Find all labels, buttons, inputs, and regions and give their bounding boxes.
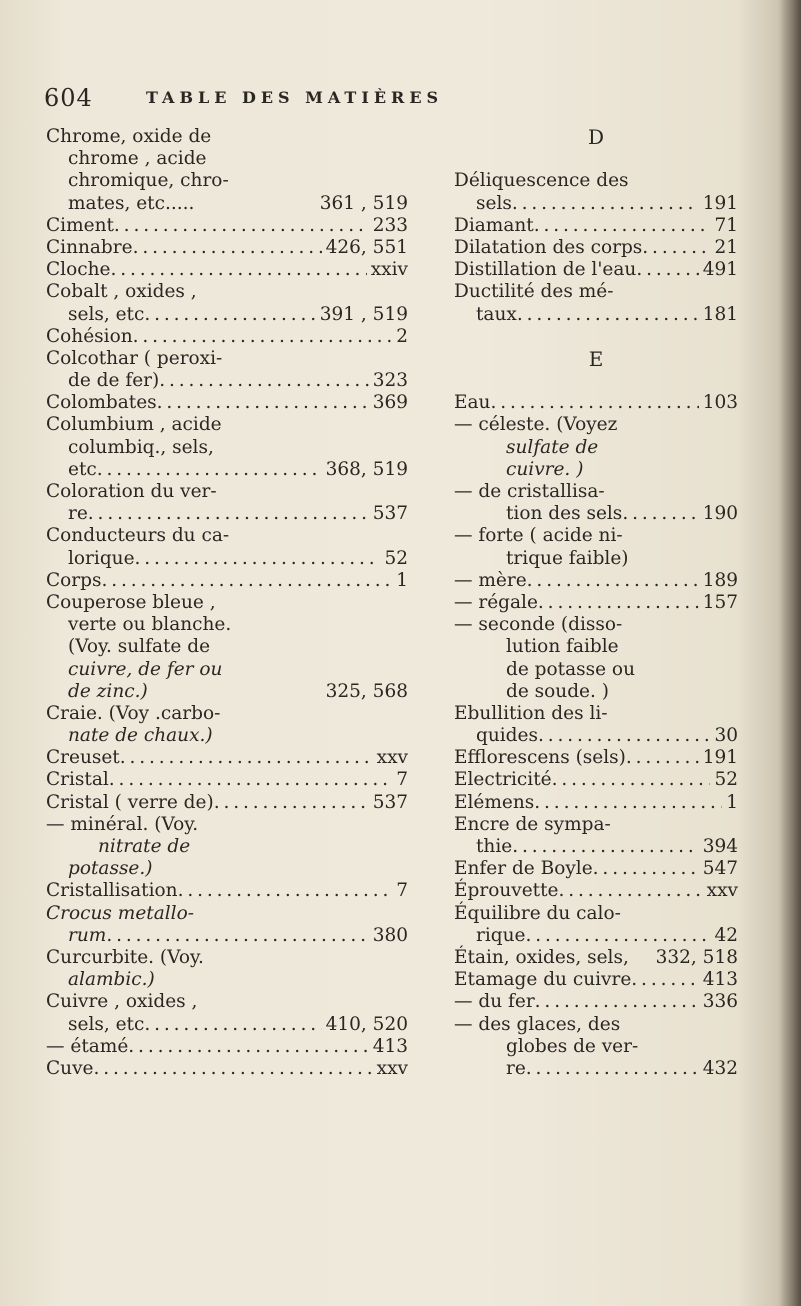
entry-text: lorique <box>68 547 135 569</box>
entry-text: globes de ver- <box>506 1035 639 1057</box>
entry-page: 547 <box>702 858 738 880</box>
entry-text: — mère <box>454 569 527 591</box>
entry-page: 2 <box>396 325 408 347</box>
entry-text: etc <box>68 458 97 480</box>
entry-page: 332, 518 <box>655 946 738 968</box>
index-entry <box>46 947 408 969</box>
index-entry <box>46 1036 408 1058</box>
entry-page: 361 , 519 <box>319 192 408 214</box>
index-entry <box>454 659 738 681</box>
index-entry <box>454 481 738 503</box>
entry-page: 30 <box>714 725 738 747</box>
index-entry <box>454 1058 738 1080</box>
index-entry <box>46 592 408 614</box>
entry-text: — des glaces, des <box>454 1013 621 1035</box>
entry-text: Corps <box>46 569 102 591</box>
entry-text: Cobalt , oxides , <box>46 281 197 303</box>
entry-text: Colombates <box>46 392 157 414</box>
dot-leader <box>558 880 702 902</box>
index-entry <box>454 503 738 525</box>
entry-text: quides <box>476 725 538 747</box>
entry-text: de potasse ou <box>506 658 635 680</box>
entry-text: de zinc.) <box>68 680 148 702</box>
dot-leader <box>214 792 369 814</box>
dot-leader <box>642 237 710 259</box>
dot-leader <box>517 304 699 326</box>
entry-text: — de cristallisa- <box>454 481 605 502</box>
index-entry <box>454 814 738 836</box>
entry-page: 369 <box>372 392 408 414</box>
entry-text: Electricité <box>454 769 552 791</box>
index-entry <box>454 903 738 925</box>
entry-page: 52 <box>384 547 408 569</box>
entry-page: 325, 568 <box>325 680 408 702</box>
index-entry <box>454 947 738 969</box>
running-header <box>44 84 644 124</box>
entry-page: 368, 519 <box>325 458 408 480</box>
index-entry <box>46 237 408 259</box>
entry-text: Encre de sympa- <box>454 813 611 835</box>
index-entry <box>46 126 408 148</box>
dot-leader <box>157 392 369 414</box>
entry-text: Cinnabre <box>46 236 133 258</box>
index-entry <box>46 170 408 192</box>
section-letter: D <box>587 125 605 149</box>
entry-text: Enfer de Boyle <box>454 858 593 880</box>
dot-leader <box>135 548 381 570</box>
spacer <box>454 370 738 392</box>
entry-page: 7 <box>396 880 408 902</box>
entry-text: Diamant <box>454 214 534 236</box>
dot-leader <box>593 858 699 880</box>
index-entry <box>454 548 738 570</box>
index-column-left <box>46 126 408 1080</box>
dot-leader <box>512 836 698 858</box>
index-entry <box>46 259 408 281</box>
index-entry <box>46 769 408 791</box>
entry-text: Curcurbite. (Voy. <box>46 946 204 968</box>
dot-leader <box>133 326 393 348</box>
index-entry <box>454 437 738 459</box>
entry-text: tion des sels <box>506 503 623 525</box>
entry-text: — étamé <box>46 1035 129 1057</box>
entry-text: Déliquescence des <box>454 170 629 192</box>
entry-text: Cristallisation <box>46 880 178 902</box>
index-entry <box>46 370 408 392</box>
index-entry <box>454 703 738 725</box>
dot-leader <box>631 969 698 991</box>
entry-page: 157 <box>702 591 738 613</box>
entry-page: 1 <box>396 569 408 591</box>
entry-text: Cohésion <box>46 325 133 347</box>
dot-leader <box>552 769 711 791</box>
dot-leader <box>490 392 698 414</box>
entry-text: — minéral. (Voy. <box>46 813 199 835</box>
entry-text: columbiq., sels, <box>68 436 214 458</box>
index-entry <box>46 1014 408 1036</box>
entry-text: thie <box>476 836 513 857</box>
entry-text: Chrome, oxide de <box>46 126 212 147</box>
entry-page: 426, 551 <box>325 236 408 258</box>
entry-text: Équilibre du calo- <box>454 902 621 924</box>
dot-leader <box>526 1058 699 1080</box>
dot-leader <box>97 459 322 481</box>
page-edge-shadow <box>779 0 801 1306</box>
index-entry <box>454 304 738 326</box>
index-entry <box>454 570 738 592</box>
entry-text: sels <box>476 192 512 214</box>
entry-text: Eau <box>454 392 491 414</box>
entry-page: 537 <box>372 503 408 525</box>
dot-leader <box>101 570 392 592</box>
entry-text: verte ou blanche. <box>68 614 232 636</box>
dot-leader <box>114 215 369 237</box>
entry-page: 391 , 519 <box>319 303 408 325</box>
dot-leader <box>144 304 315 326</box>
index-column-right <box>454 126 738 1080</box>
entry-text: — forte ( acide ni- <box>454 525 623 547</box>
entry-text: alambic.) <box>68 969 155 991</box>
index-entry <box>46 991 408 1013</box>
dot-leader <box>622 503 698 525</box>
entry-text: Colcothar ( peroxi- <box>46 347 223 369</box>
dot-leader <box>534 215 711 237</box>
entry-page: 21 <box>714 236 738 258</box>
entry-page: 336 <box>702 991 738 1013</box>
index-entry <box>454 215 738 237</box>
entry-text: — régale <box>454 591 538 613</box>
index-entry <box>46 969 408 991</box>
entry-page: 432 <box>702 1057 738 1079</box>
entry-page: 413 <box>702 969 738 991</box>
index-entry <box>46 703 408 725</box>
index-entry <box>454 592 738 614</box>
index-entry <box>46 614 408 636</box>
dot-leader <box>120 747 373 769</box>
entry-text: Creuset <box>46 747 120 769</box>
index-entry <box>454 193 738 215</box>
index-entry <box>46 570 408 592</box>
index-entry <box>46 148 408 170</box>
index-entry <box>454 969 738 991</box>
dot-leader <box>144 1014 321 1036</box>
index-entry <box>46 414 408 436</box>
entry-text: (Voy. sulfate de <box>68 636 211 658</box>
index-entry <box>46 858 408 880</box>
index-entry <box>454 1036 738 1058</box>
entry-page: 323 <box>372 370 408 392</box>
entry-page: 52 <box>714 769 738 791</box>
index-entry <box>46 747 408 769</box>
dot-leader <box>525 925 710 947</box>
index-entry <box>454 1014 738 1036</box>
index-entry <box>454 725 738 747</box>
spacer <box>454 148 738 170</box>
dot-leader <box>88 503 369 525</box>
dot-leader <box>535 991 699 1013</box>
entry-text: cuivre. ) <box>506 458 584 480</box>
entry-text: — céleste. (Voyez <box>454 414 618 436</box>
dot-leader <box>93 1058 372 1080</box>
index-entry <box>46 459 408 481</box>
entry-page: 394 <box>702 836 738 857</box>
index-entry <box>46 304 408 326</box>
entry-text: nitrate de <box>98 836 191 857</box>
index-entry <box>46 925 408 947</box>
dot-leader <box>109 769 392 791</box>
entry-text: Cristal ( verre de) <box>46 791 214 813</box>
entry-text: chrome , acide <box>68 148 207 170</box>
index-entry <box>46 636 408 658</box>
entry-text: rique <box>476 924 526 946</box>
entry-text: cuivre, de fer ou <box>68 658 223 680</box>
entry-text: Cuve <box>46 1057 94 1079</box>
entry-text: re <box>506 1057 526 1079</box>
section-letter: E <box>588 346 604 371</box>
entry-text: chromique, chro- <box>68 170 229 192</box>
index-entry <box>46 681 408 703</box>
entry-page: xxv <box>706 880 738 902</box>
index-entry <box>454 858 738 880</box>
entry-text: Cloche <box>46 259 111 281</box>
entry-text: Étain, oxides, sels, <box>454 946 629 968</box>
index-entry <box>46 659 408 681</box>
entry-page: xxv <box>376 747 408 769</box>
index-entry <box>46 836 408 858</box>
index-entry <box>454 459 738 481</box>
index-entry <box>454 925 738 947</box>
entry-page: 103 <box>702 392 738 414</box>
entry-page: 1 <box>726 791 738 813</box>
index-entry <box>454 880 738 902</box>
entry-page: 233 <box>372 214 408 236</box>
dot-leader <box>106 925 368 947</box>
entry-text: Distillation de l'eau <box>454 259 637 281</box>
index-entry <box>46 725 408 747</box>
entry-text: Ciment <box>46 214 114 236</box>
entry-text: Conducteurs du ca- <box>46 525 230 547</box>
entry-page: 191 <box>702 192 738 214</box>
entry-text: sels, etc <box>68 303 145 325</box>
dot-leader <box>128 1036 368 1058</box>
entry-page: 491 <box>702 259 738 281</box>
index-entry <box>46 1058 408 1080</box>
index-entry <box>454 991 738 1013</box>
entry-page: 181 <box>702 303 738 325</box>
entry-text: Craie. (Voy .carbo- <box>46 702 221 724</box>
page-number: 604 <box>44 84 93 112</box>
entry-text: de soude. ) <box>506 680 609 702</box>
index-entry <box>46 503 408 525</box>
dot-leader <box>527 570 699 592</box>
dot-leader <box>110 259 366 281</box>
index-entry <box>46 814 408 836</box>
entry-text: Ebullition des li- <box>454 702 608 724</box>
entry-text: trique faible) <box>506 547 629 569</box>
index-entry <box>46 525 408 547</box>
entry-page: 380 <box>372 924 408 946</box>
entry-text: — seconde (disso- <box>454 614 623 636</box>
entry-text: Efflorescens (sels) <box>454 747 626 769</box>
entry-page: 42 <box>714 924 738 946</box>
index-entry <box>454 392 738 414</box>
entry-text: sulfate de <box>506 436 599 458</box>
index-entry <box>454 636 738 658</box>
index-entry <box>46 193 408 215</box>
entry-page: 413 <box>372 1035 408 1057</box>
spacer <box>454 326 738 348</box>
entry-page: 189 <box>702 569 738 591</box>
entry-text: — du fer <box>454 991 535 1013</box>
entry-page: xxv <box>376 1057 408 1079</box>
entry-text: sels, etc <box>68 1013 145 1035</box>
entry-text: potasse.) <box>68 858 153 880</box>
entry-text: re <box>68 503 88 525</box>
dot-leader <box>534 792 722 814</box>
running-title: TABLE DES MATIÈRES <box>146 88 444 107</box>
dot-leader <box>626 747 699 769</box>
entry-text: Crocus metallo- <box>46 902 194 924</box>
index-entry <box>454 170 738 192</box>
entry-text: Etamage du cuivre <box>454 969 632 991</box>
index-entry <box>454 792 738 814</box>
entry-text: Cristal <box>46 769 109 791</box>
entry-text: de de fer) <box>68 370 160 392</box>
index-entry <box>454 281 738 303</box>
index-entry <box>454 237 738 259</box>
entry-text: Cuivre , oxides , <box>46 991 198 1013</box>
entry-text: taux <box>476 303 517 325</box>
entry-text: Ductilité des mé- <box>454 281 614 303</box>
index-entry <box>46 481 408 503</box>
index-entry <box>454 414 738 436</box>
entry-text: Coloration du ver- <box>46 481 217 502</box>
index-entry <box>46 392 408 414</box>
entry-text: rum <box>68 924 107 946</box>
index-entry <box>46 903 408 925</box>
entry-page: 191 <box>702 747 738 769</box>
entry-page: 71 <box>714 214 738 236</box>
entry-page: xxiv <box>370 259 408 281</box>
entry-text: Éprouvette <box>454 880 559 902</box>
dot-leader <box>512 193 699 215</box>
entry-page: 537 <box>372 791 408 813</box>
index-entry <box>46 348 408 370</box>
index-entry <box>46 326 408 348</box>
dot-leader <box>636 259 698 281</box>
entry-text: lution faible <box>506 636 619 658</box>
index-entry <box>454 681 738 703</box>
entry-text: Columbium , acide <box>46 414 222 436</box>
index-entry <box>454 836 738 858</box>
index-entry <box>46 437 408 459</box>
index-entry <box>46 548 408 570</box>
entry-text: Elémens <box>454 791 535 813</box>
index-entry <box>454 525 738 547</box>
dot-leader <box>159 370 368 392</box>
entry-page: 190 <box>702 503 738 525</box>
dot-leader <box>178 880 393 902</box>
dot-leader <box>538 592 699 614</box>
entry-text: Dilatation des corps <box>454 236 643 258</box>
index-entry <box>46 792 408 814</box>
index-entry <box>454 747 738 769</box>
index-entry <box>454 769 738 791</box>
entry-page: 7 <box>396 769 408 791</box>
entry-text: mates, etc..... <box>68 192 195 214</box>
entry-page: 410, 520 <box>325 1013 408 1035</box>
entry-text: nate de chaux.) <box>68 725 213 747</box>
entry-text: Couperose bleue , <box>46 591 216 613</box>
dot-leader <box>538 725 710 747</box>
dot-leader <box>133 237 322 259</box>
index-entry <box>46 281 408 303</box>
index-entry <box>454 259 738 281</box>
index-entry <box>454 614 738 636</box>
index-entry <box>46 880 408 902</box>
index-entry <box>46 215 408 237</box>
